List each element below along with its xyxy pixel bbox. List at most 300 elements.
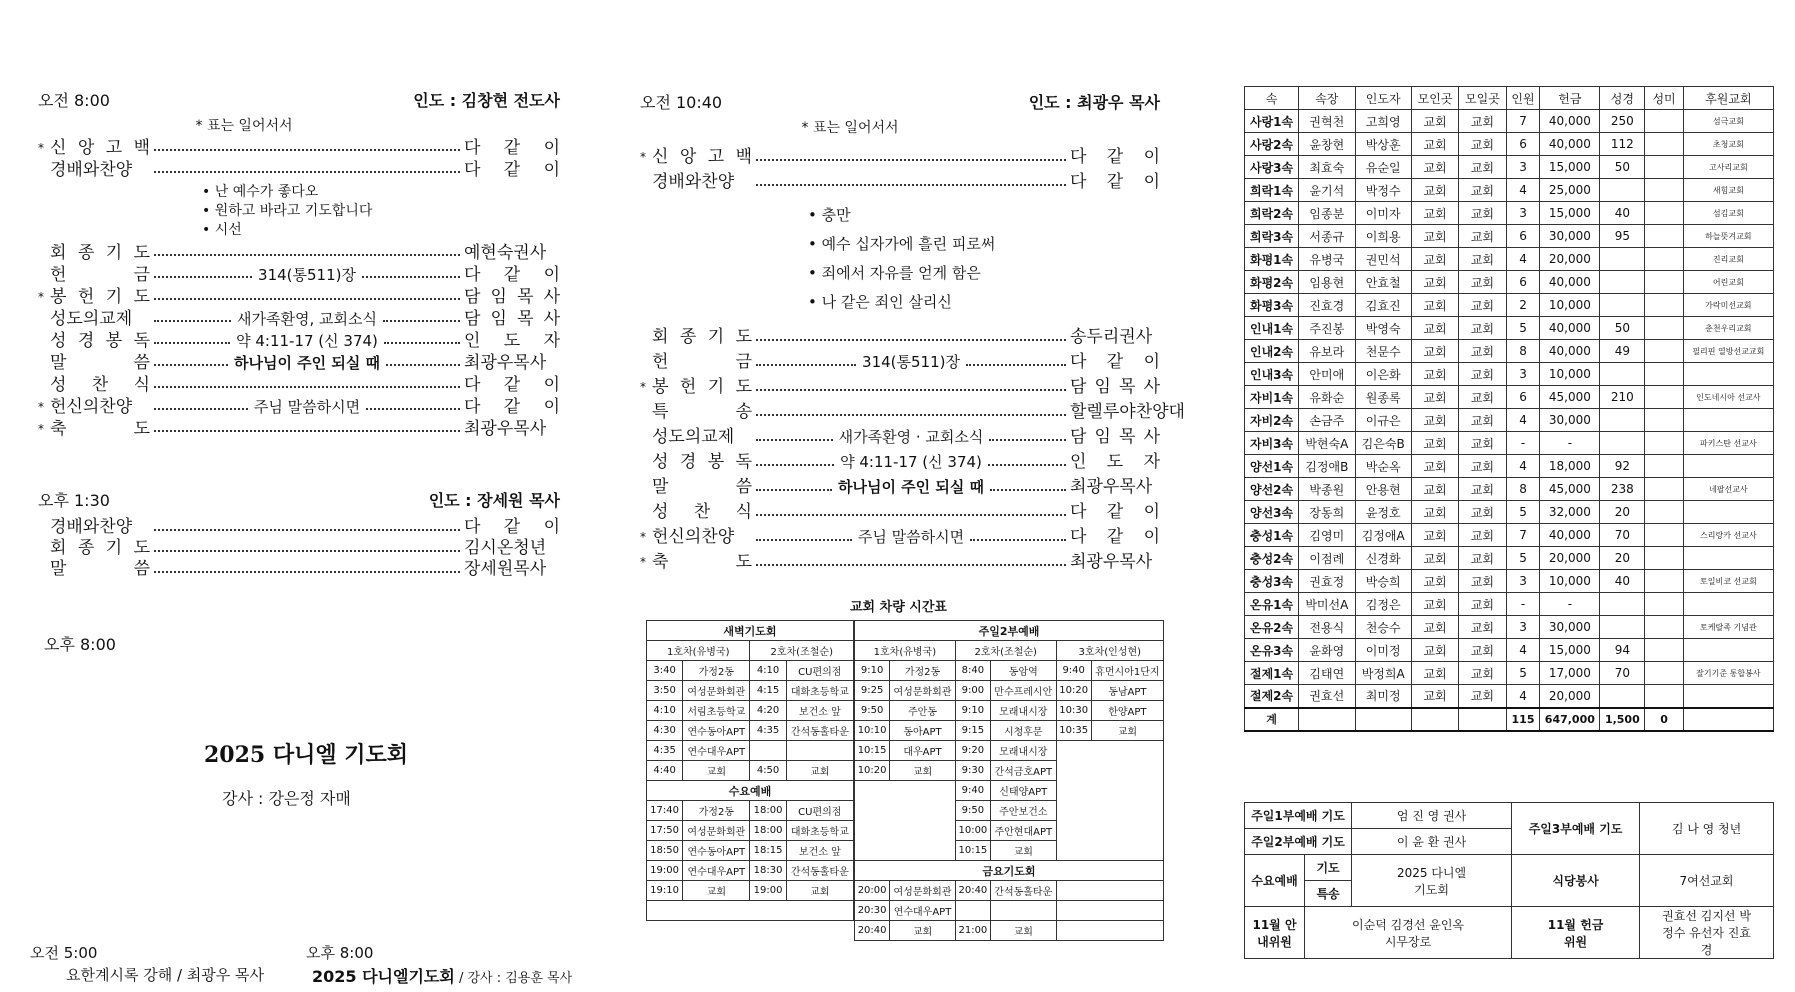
shuttle-cell: 여성문화회관 [890, 881, 956, 901]
table-cell: 4 [1506, 685, 1540, 708]
shuttle-cell [786, 741, 853, 761]
table-row [1245, 455, 1774, 478]
table-cell: 양선2속 [1245, 478, 1299, 501]
table-cell: 충성2속 [1245, 547, 1299, 570]
duty-table [1244, 802, 1774, 959]
footer-left-text: 요한계시록 강해 / 최광우 목사 [66, 966, 265, 984]
shuttle-cell: 대화초등학교 [786, 821, 853, 841]
dot-leader [154, 529, 460, 531]
dot-leader [966, 364, 1066, 366]
table-cell [1600, 409, 1645, 432]
shuttle-cell: 대우APT [890, 741, 956, 761]
table-cell: 교회 [1459, 570, 1506, 593]
table-cell: 안미애 [1299, 363, 1355, 386]
table-row [1245, 202, 1774, 225]
order-label: 봉 헌 기 도 [652, 377, 752, 397]
table-cell: 교회 [1411, 248, 1458, 271]
shuttle-cell: 동아APT [890, 721, 956, 741]
table-cell: 6 [1506, 133, 1540, 156]
shuttle-cell: 18:00 [750, 821, 786, 841]
table-cell: 3 [1506, 156, 1540, 179]
table-row [1245, 363, 1774, 386]
table-cell [1600, 294, 1645, 317]
table-cell [1645, 225, 1683, 248]
table-cell [1683, 409, 1773, 432]
shuttle-cell: 교회 [1091, 721, 1163, 741]
table-cell [1645, 547, 1683, 570]
table-cell: 박상훈 [1355, 133, 1411, 156]
service-leader: 인도 : 김창현 전도사 [413, 91, 560, 110]
table-cell: 박승희 [1355, 570, 1411, 593]
total-cell [1459, 708, 1506, 731]
table-row [1245, 478, 1774, 501]
song-title: 난 예수가 좋다오 [214, 184, 319, 200]
column-header: 인원 [1506, 87, 1540, 110]
shuttle-cell: 18:00 [750, 801, 786, 821]
table-cell: 권효선 [1299, 685, 1355, 708]
table-cell: 교회 [1411, 386, 1458, 409]
shuttle-cell: 9:20 [955, 741, 990, 761]
shuttle-cell: 여성문화회관 [890, 681, 956, 701]
table-cell: - [1540, 432, 1600, 455]
table-cell: 절제2속 [1245, 685, 1299, 708]
table-cell: 파키스탄 선교사 [1683, 432, 1773, 455]
column-header: 성미 [1645, 87, 1683, 110]
dot-leader [154, 386, 460, 388]
table-cell [1645, 685, 1683, 708]
table-cell [1645, 501, 1683, 524]
bullet: • [808, 293, 822, 311]
table-cell: 유순일 [1355, 156, 1411, 179]
shuttle-cell [750, 741, 786, 761]
duty-value: 7여선교회 [1640, 855, 1774, 907]
table-cell: 진리교회 [1683, 248, 1773, 271]
table-cell: 희락3속 [1245, 225, 1299, 248]
order-person: 담 임 목 사 [1070, 377, 1160, 397]
column-header: 성경 [1600, 87, 1645, 110]
table-cell: 4 [1506, 248, 1540, 271]
order-detail: 하나님이 주인 되실 때 [233, 354, 381, 372]
table-cell: 교회 [1459, 363, 1506, 386]
table-cell: 교회 [1411, 432, 1458, 455]
table-cell: 천문수 [1355, 340, 1411, 363]
service-leader: 인도 : 장세원 목사 [428, 491, 560, 510]
table-cell: 교회 [1411, 409, 1458, 432]
service-header [38, 488, 560, 511]
order-person: 다 같 이 [1070, 352, 1161, 372]
order-person: 다 같 이 [464, 397, 561, 417]
table-cell: 온유2속 [1245, 616, 1299, 639]
standing-mark: * [640, 380, 646, 394]
shuttle-cell: 4:10 [750, 661, 786, 681]
table-cell: 박미선A [1299, 593, 1355, 616]
dot-leader [154, 276, 252, 278]
table-cell: 15,000 [1540, 156, 1600, 179]
total-cell: 115 [1506, 708, 1540, 731]
table-row [1245, 179, 1774, 202]
order-label: 특 송 [652, 402, 752, 422]
table-row [1245, 593, 1774, 616]
shuttle-cell: 모래내시장 [991, 741, 1057, 761]
dot-leader [970, 539, 1066, 541]
shuttle-cell [955, 901, 990, 921]
total-cell [1683, 708, 1773, 731]
table-cell: 70 [1600, 524, 1645, 547]
order-person: 다 같 이 [464, 517, 560, 537]
order-label: 말 씀 [50, 353, 150, 373]
dot-leader [154, 298, 460, 300]
column-header: 헌금 [1540, 87, 1600, 110]
dot-leader [154, 342, 230, 344]
table-cell: 유병국 [1299, 248, 1355, 271]
total-cell: 1,500 [1600, 708, 1645, 731]
shuttle-cell: 17:50 [647, 821, 683, 841]
table-cell: 교회 [1459, 156, 1506, 179]
table-cell: 17,000 [1540, 662, 1600, 685]
bullet: • [202, 222, 215, 238]
shuttle-cell: 10:15 [855, 741, 890, 761]
order-item [38, 308, 560, 330]
table-cell: 섬김교회 [1683, 202, 1773, 225]
song-item [202, 183, 560, 202]
table-cell [1645, 340, 1683, 363]
table-row [1245, 685, 1774, 708]
table-cell: 양선3속 [1245, 501, 1299, 524]
shuttle-cell [1056, 881, 1163, 901]
table-cell: 유보라 [1299, 340, 1355, 363]
table-cell: 장동희 [1299, 501, 1355, 524]
order-person: 다 같 이 [1070, 172, 1160, 192]
table-cell: 인내2속 [1245, 340, 1299, 363]
dot-leader [154, 364, 228, 366]
song-title: 예수 십자가에 흘린 피로써 [821, 235, 996, 253]
table-cell: 하늘뜻겨교회 [1683, 225, 1773, 248]
table-cell: 가락미선교회 [1683, 294, 1773, 317]
total-cell: 647,000 [1540, 708, 1600, 731]
table-cell: 3 [1506, 616, 1540, 639]
table-cell: 10,000 [1540, 570, 1600, 593]
shuttle-cell: 10:20 [1056, 681, 1091, 701]
order-item [38, 538, 560, 559]
table-cell: 교회 [1459, 639, 1506, 662]
shuttle-cell: 9:50 [955, 801, 990, 821]
table-cell [1645, 593, 1683, 616]
table-cell: 박정수 [1355, 179, 1411, 202]
table-cell: 40 [1600, 202, 1645, 225]
order-item [38, 137, 560, 159]
table-cell [1645, 363, 1683, 386]
shuttle-cell: 9:40 [955, 781, 990, 801]
table-cell: 새힘교회 [1683, 179, 1773, 202]
shuttle-cell: 3:40 [647, 661, 683, 681]
shuttle-cell: 1호차(유병국) [855, 641, 956, 661]
total-cell [1299, 708, 1355, 731]
shuttle-cell: 9:00 [955, 681, 990, 701]
table-cell [1645, 455, 1683, 478]
shuttle-left-table [646, 620, 854, 921]
dot-leader [154, 320, 231, 322]
table-cell: 50 [1600, 317, 1645, 340]
table-cell: 20 [1600, 501, 1645, 524]
order-detail: 새가족환영, 교회소식 [237, 310, 377, 328]
table-cell: 교회 [1411, 110, 1458, 133]
table-cell: 주진봉 [1299, 317, 1355, 340]
order-person: 다 같 이 [464, 375, 560, 395]
table-cell: 교회 [1411, 478, 1458, 501]
dot-leader [756, 539, 852, 541]
table-cell [1645, 271, 1683, 294]
table-cell: 교회 [1411, 271, 1458, 294]
table-cell: 신경화 [1355, 547, 1411, 570]
table-cell: 김영미 [1299, 524, 1355, 547]
dot-leader [386, 364, 460, 366]
table-cell: 교회 [1459, 179, 1506, 202]
table-cell: 6 [1506, 386, 1540, 409]
order-label: 회 종 기 도 [50, 538, 150, 558]
dot-leader [756, 464, 834, 466]
table-cell: 교회 [1459, 317, 1506, 340]
table-cell: 교회 [1411, 501, 1458, 524]
order-item [640, 500, 1160, 525]
table-cell: 교회 [1459, 455, 1506, 478]
shuttle-cell: 4:50 [750, 761, 786, 781]
table-row [1245, 340, 1774, 363]
order-label: 헌 금 [652, 352, 752, 372]
order-label: 헌 금 [50, 265, 150, 285]
shuttle-cell: 18:15 [750, 841, 786, 861]
shuttle-cell: 3호차(인성현) [1056, 641, 1163, 661]
shuttle-cell: 모래내시장 [991, 701, 1057, 721]
order-item [38, 517, 560, 538]
order-detail: 314(통511)장 [258, 266, 356, 284]
column-header: 속 [1245, 87, 1299, 110]
order-label: 축 도 [652, 552, 752, 572]
shuttle-cell: 간석동홀타운 [786, 721, 853, 741]
dot-leader [756, 184, 1066, 186]
table-cell: 자비3속 [1245, 432, 1299, 455]
duty-label: 식당봉사 [1512, 855, 1640, 907]
dot-leader [366, 408, 460, 410]
table-cell: 18,000 [1540, 455, 1600, 478]
shuttle-cell [1056, 741, 1163, 861]
bullet: • [202, 203, 215, 219]
table-cell: 김태연 [1299, 662, 1355, 685]
dot-leader [154, 430, 460, 432]
table-cell: 이미자 [1355, 202, 1411, 225]
order-item [38, 396, 560, 418]
table-cell: 5 [1506, 317, 1540, 340]
table-cell: 6 [1506, 225, 1540, 248]
duty-label: 기도 [1305, 855, 1352, 881]
table-cell: 이희용 [1355, 225, 1411, 248]
table-cell: 천승수 [1355, 616, 1411, 639]
column-header: 후원교회 [1683, 87, 1773, 110]
table-cell [1645, 432, 1683, 455]
table-cell: 교회 [1411, 616, 1458, 639]
shuttle-cell: 서림초등학교 [683, 701, 750, 721]
table-cell: 40 [1600, 570, 1645, 593]
table-cell: 인내3속 [1245, 363, 1299, 386]
shuttle-cell: 연수대우APT [683, 741, 750, 761]
table-cell: 3 [1506, 570, 1540, 593]
table-row [1245, 156, 1774, 179]
shuttle-cell: 8:40 [955, 661, 990, 681]
dot-leader [383, 320, 460, 322]
table-cell: 교회 [1411, 294, 1458, 317]
table-cell [1645, 110, 1683, 133]
table-cell [1683, 685, 1773, 708]
table-cell [1600, 593, 1645, 616]
shuttle-cell [855, 781, 956, 861]
shuttle-cell: 대화초등학교 [786, 681, 853, 701]
table-cell: 95 [1600, 225, 1645, 248]
table-cell: 4 [1506, 455, 1540, 478]
table-cell [1645, 570, 1683, 593]
table-cell: 70 [1600, 662, 1645, 685]
total-cell [1411, 708, 1458, 731]
shuttle-cell: 주안보건소 [991, 801, 1057, 821]
order-detail: 하나님이 주인 되실 때 [837, 478, 985, 496]
order-label: 헌신의찬양 [50, 397, 133, 417]
table-cell: 교회 [1411, 156, 1458, 179]
table-cell: 40,000 [1540, 340, 1600, 363]
table-cell: 이점례 [1299, 547, 1355, 570]
table-cell: 45,000 [1540, 478, 1600, 501]
table-cell: 210 [1600, 386, 1645, 409]
dot-leader [990, 489, 1066, 491]
table-cell: 교회 [1459, 248, 1506, 271]
shuttle-cell: 9:30 [955, 761, 990, 781]
table-cell: - [1540, 593, 1600, 616]
footer-right-time: 오후 8:00 [306, 944, 374, 962]
table-cell [1645, 386, 1683, 409]
order-label: 성 찬 식 [50, 375, 150, 395]
table-cell: 5 [1506, 547, 1540, 570]
dot-leader [154, 149, 460, 151]
table-cell [1645, 478, 1683, 501]
table-cell: 20,000 [1540, 547, 1600, 570]
table-cell: 박영숙 [1355, 317, 1411, 340]
order-item [38, 286, 560, 308]
column-header: 모인곳 [1411, 87, 1458, 110]
table-cell: 250 [1600, 110, 1645, 133]
order-label: 경배와찬양 [50, 160, 133, 180]
order-person: 담 임 목 사 [464, 309, 561, 329]
table-cell: 교회 [1411, 593, 1458, 616]
table-cell: 92 [1600, 455, 1645, 478]
shuttle-cell: 10:35 [1056, 721, 1091, 741]
dot-leader [154, 571, 460, 573]
table-cell: 춘천우리교회 [1683, 317, 1773, 340]
shuttle-cell: 주안현대APT [991, 821, 1057, 841]
table-cell: 50 [1600, 156, 1645, 179]
dot-leader [362, 276, 460, 278]
table-cell: 윤정호 [1355, 501, 1411, 524]
table-cell: 10,000 [1540, 363, 1600, 386]
table-cell: 교회 [1411, 225, 1458, 248]
shuttle-cell: 가정2동 [890, 661, 956, 681]
order-label: 봉 헌 기 도 [50, 287, 150, 307]
table-cell: 권혁천 [1299, 110, 1355, 133]
table-cell: 49 [1600, 340, 1645, 363]
shuttle-cell: 연수대우APT [683, 861, 750, 881]
table-cell: 박종원 [1299, 478, 1355, 501]
table-cell: 교회 [1459, 501, 1506, 524]
table-cell: 5 [1506, 662, 1540, 685]
table-cell: 2 [1506, 294, 1540, 317]
table-cell [1683, 547, 1773, 570]
shuttle-cell: 9:15 [955, 721, 990, 741]
table-cell: 고사리교회 [1683, 156, 1773, 179]
table-cell [1645, 639, 1683, 662]
table-cell: 8 [1506, 340, 1540, 363]
dot-leader [384, 342, 460, 344]
dot-leader [756, 564, 1066, 566]
dot-leader [154, 254, 460, 256]
shuttle-group: 새벽기도회 [647, 621, 854, 641]
bullet: • [202, 184, 215, 200]
order-item [640, 145, 1160, 170]
order-person: 송두리권사 [1070, 327, 1153, 347]
dot-leader [988, 464, 1066, 466]
table-cell: 화평2속 [1245, 271, 1299, 294]
shuttle-cell: 간석동홀타운 [991, 881, 1057, 901]
duty-label: 수요예배 [1245, 855, 1305, 907]
order-label: 성 찬 식 [652, 502, 752, 522]
table-cell [1600, 685, 1645, 708]
table-cell: 32,000 [1540, 501, 1600, 524]
shuttle-cell: 휴먼시아1단지 [1091, 661, 1163, 681]
shuttle-cell: 18:30 [750, 861, 786, 881]
song-title: 충만 [821, 206, 851, 224]
service-time: 오전 10:40 [640, 93, 723, 112]
standing-mark: * [38, 141, 44, 155]
shuttle-cell: 10:20 [855, 761, 890, 781]
table-cell: 45,000 [1540, 386, 1600, 409]
table-cell: 교회 [1459, 225, 1506, 248]
table-cell: 교회 [1411, 179, 1458, 202]
shuttle-cell: 10:30 [1056, 701, 1091, 721]
shuttle-cell: 가정2동 [683, 801, 750, 821]
order-person: 다 같 이 [464, 265, 561, 285]
table-cell: 교회 [1459, 271, 1506, 294]
cell-group-table [1244, 86, 1774, 732]
table-cell: 손금주 [1299, 409, 1355, 432]
shuttle-cell: 간석금호APT [991, 761, 1057, 781]
order-label: 성 경 봉 독 [652, 452, 752, 472]
table-cell: 25,000 [1540, 179, 1600, 202]
duty-label: 주일3부예배 기도 [1512, 803, 1640, 855]
shuttle-cell: 간석동홀타운 [786, 861, 853, 881]
column-header: 속장 [1299, 87, 1355, 110]
table-cell: 이은화 [1355, 363, 1411, 386]
table-cell: 김정은 [1355, 593, 1411, 616]
duty-label: 11월 안내위원 [1245, 907, 1305, 959]
table-cell [1683, 501, 1773, 524]
dot-leader [989, 439, 1066, 441]
dot-leader [154, 171, 460, 173]
table-cell: 교회 [1411, 639, 1458, 662]
table-cell: 교회 [1459, 386, 1506, 409]
order-person: 다 같 이 [464, 160, 560, 180]
song-title: 나 같은 죄인 살리신 [821, 293, 952, 311]
shuttle-title: 교회 차량 시간표 [850, 600, 947, 615]
shuttle-cell: 여성문화회관 [683, 821, 750, 841]
order-person: 다 같 이 [1070, 147, 1160, 167]
table-cell: 교회 [1411, 524, 1458, 547]
shuttle-cell: 교회 [683, 881, 750, 901]
shuttle-cell: 2호차(조철순) [750, 641, 854, 661]
